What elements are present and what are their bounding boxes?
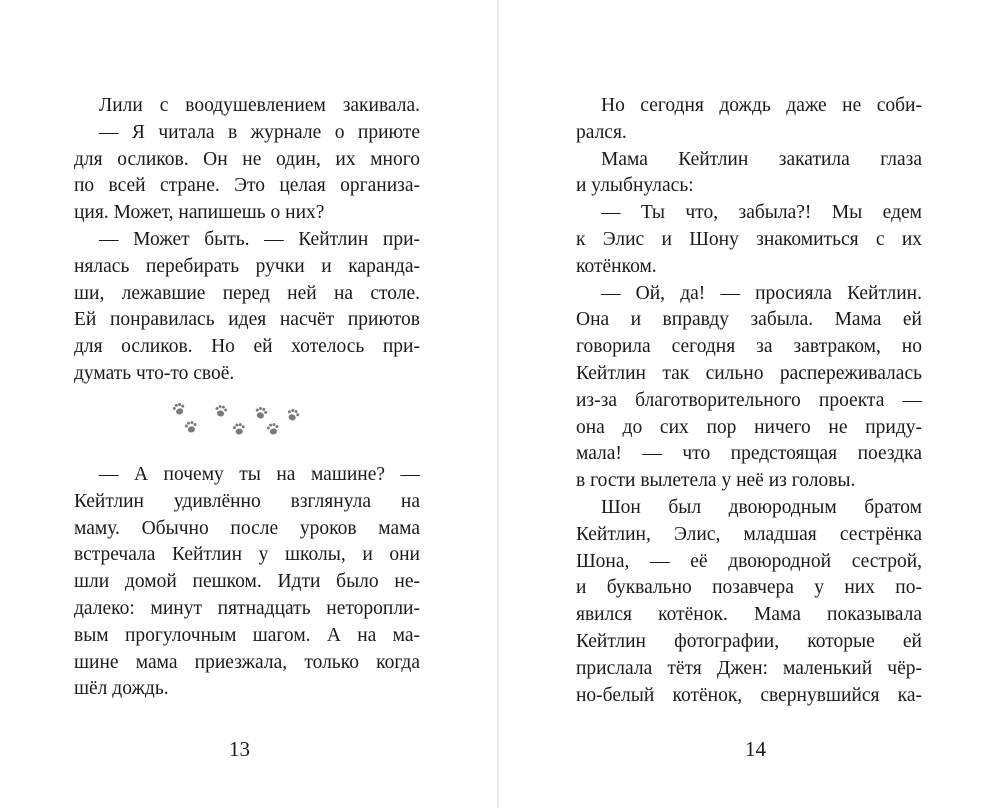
text-line: Кейтлин так сильно распереживалась xyxy=(576,362,922,384)
text-line: Шон был двоюродным братом xyxy=(601,496,922,518)
text-line: Кейтлин, Элис, младшая сестрёнка xyxy=(576,523,922,545)
left-text-block-2 xyxy=(74,462,420,703)
text-line: встречала Кейтлин у школы, и они xyxy=(74,544,420,566)
text-line: думать что-то своё. xyxy=(74,362,235,384)
text-line: и улыбнулась: xyxy=(576,175,694,197)
text-line: Ей понравилась идея насчёт приютов xyxy=(74,309,420,331)
text-line: но-белый котёнок, свернувшийся ка- xyxy=(576,684,922,706)
text-line: в гости вылетела у неё из головы. xyxy=(576,470,856,492)
text-line: шли домой пешком. Идти было не- xyxy=(74,571,420,593)
text-line: и буквально позавчера у них по- xyxy=(576,577,922,599)
text-line: шине мама приезжала, только когда xyxy=(74,651,420,673)
paw-prints-icon xyxy=(170,402,304,436)
text-line: маму. Обычно после уроков мама xyxy=(74,517,420,539)
text-line: Кейтлин удивлённо взглянула на xyxy=(74,490,420,512)
text-line: Лили с воодушевлением закивала. xyxy=(99,95,420,116)
text-line: мала! — что предстоящая поездка xyxy=(576,443,922,465)
text-line: прислала тётя Джен: маленький чёр- xyxy=(576,657,922,679)
text-line: для осликов. Но ей хотелось при- xyxy=(74,336,420,358)
text-line: Она и вправду забыла. Мама ей xyxy=(576,309,922,331)
text-line: — Может быть. — Кейтлин при- xyxy=(99,228,420,250)
text-line: из-за благотворительного проекта — xyxy=(576,389,922,411)
text-line: ция. Может, напишешь о них? xyxy=(74,202,325,224)
text-line: она до сих пор ничего не приду- xyxy=(576,416,922,438)
right-page xyxy=(499,0,997,808)
text-line: шёл дождь. xyxy=(74,678,169,700)
text-line: Кейтлин фотографии, которые ей xyxy=(576,630,922,652)
page-number: 14 xyxy=(745,737,766,761)
left-text-block-1 xyxy=(74,93,420,388)
text-line: Но сегодня дождь даже не соби- xyxy=(601,95,922,116)
text-line: Мама Кейтлин закатила глаза xyxy=(601,148,922,170)
text-line: ши, лежавшие перед ней на столе. xyxy=(74,282,420,304)
text-line: — Ты что, забыла?! Мы едем xyxy=(601,202,922,224)
text-line: говорила сегодня за завтраком, но xyxy=(576,336,922,358)
text-line: явился котёнок. Мама показывала xyxy=(576,604,922,626)
text-line: — Я читала в журнале о приюте xyxy=(99,121,420,143)
text-line: далеко: минут пятнадцать неторопли- xyxy=(74,597,420,619)
text-line: Шона, — её двоюродной сестрой, xyxy=(576,550,922,572)
page-number: 13 xyxy=(229,737,250,761)
text-line: вым прогулочным шагом. А на ма- xyxy=(74,624,420,646)
text-line: рался. xyxy=(576,121,627,143)
text-line: к Элис и Шону знакомиться с их xyxy=(576,228,922,250)
right-text-block-1 xyxy=(576,93,922,709)
text-line: — А почему ты на машине? — xyxy=(99,464,420,485)
text-line: — Ой, да! — просияла Кейтлин. xyxy=(601,282,922,304)
text-line: котёнком. xyxy=(576,255,657,277)
left-page xyxy=(0,0,497,808)
text-line: по всей стране. Это целая организа- xyxy=(74,175,420,197)
text-line: нялась перебирать ручки и каранда- xyxy=(74,255,420,277)
text-line: для осликов. Он не один, их много xyxy=(74,148,420,170)
